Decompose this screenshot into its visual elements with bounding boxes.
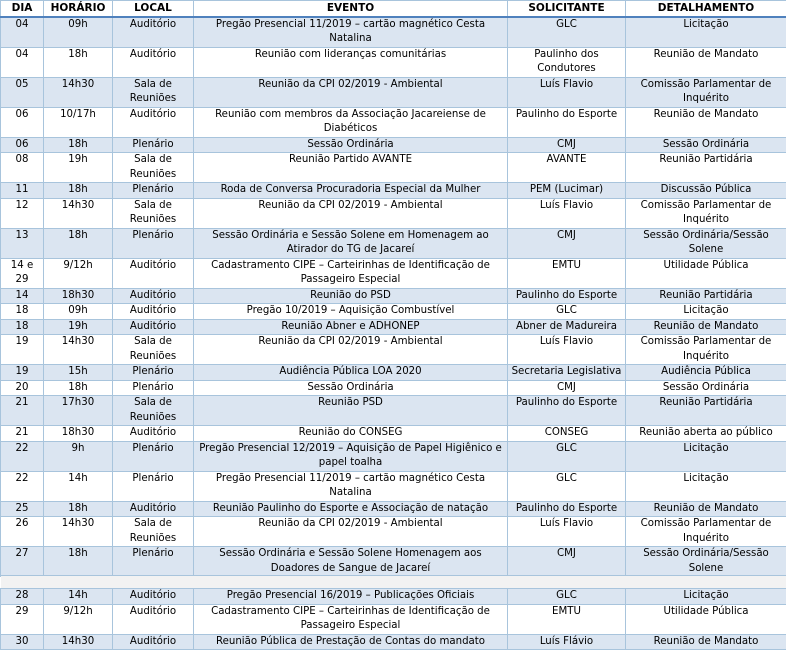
cell-detalhamento: Sessão Ordinária	[626, 137, 786, 153]
cell-dia: 14 e 29	[1, 258, 44, 288]
cell-local: Auditório	[113, 288, 194, 304]
table-row	[1, 471, 786, 501]
cell-detalhamento: Comissão Parlamentar de Inquérito	[626, 335, 786, 365]
table-row	[1, 501, 786, 517]
table-row	[1, 547, 786, 577]
cell-horario: 18h30	[44, 426, 113, 442]
cell-local: Plenário	[113, 228, 194, 258]
cell-dia: 29	[1, 604, 44, 634]
cell-dia: 26	[1, 517, 44, 547]
cell-evento: Sessão Ordinária e Sessão Solene Homenagem aos Doadores de Sangue de Jacareí	[194, 547, 508, 577]
cell-evento: Sessão Ordinária	[194, 380, 508, 396]
cell-horario: 10/17h	[44, 107, 113, 137]
cell-detalhamento: Licitação	[626, 471, 786, 501]
table-row	[1, 604, 786, 634]
cell-solicitante: CMJ	[508, 547, 626, 577]
header-detalhamento: DETALHAMENTO	[626, 1, 786, 17]
cell-evento: Sessão Ordinária e Sessão Solene em Homenagem ao Atirador do TG de Jacareí	[194, 228, 508, 258]
cell-local: Auditório	[113, 589, 194, 605]
table-row	[1, 183, 786, 199]
table-row	[1, 396, 786, 426]
cell-dia: 13	[1, 228, 44, 258]
cell-local: Auditório	[113, 604, 194, 634]
cell-evento: Roda de Conversa Procuradoria Especial da Mulher	[194, 183, 508, 199]
table-row	[1, 319, 786, 335]
cell-detalhamento: Licitação	[626, 441, 786, 471]
table-row	[1, 304, 786, 320]
cell-detalhamento: Sessão Ordinária/Sessão Solene	[626, 228, 786, 258]
cell-detalhamento: Utilidade Pública	[626, 258, 786, 288]
cell-dia: 27	[1, 547, 44, 577]
cell-dia: 05	[1, 77, 44, 107]
cell-evento: Pregão Presencial 16/2019 – Publicações Oficiais	[194, 589, 508, 605]
cell-detalhamento: Sessão Ordinária	[626, 380, 786, 396]
cell-solicitante: CMJ	[508, 137, 626, 153]
cell-local: Plenário	[113, 547, 194, 577]
cell-dia: 21	[1, 426, 44, 442]
cell-local: Plenário	[113, 137, 194, 153]
cell-solicitante: CMJ	[508, 228, 626, 258]
cell-detalhamento: Reunião de Mandato	[626, 107, 786, 137]
cell-detalhamento: Reunião Partidária	[626, 396, 786, 426]
cell-local: Auditório	[113, 47, 194, 77]
cell-local: Auditório	[113, 107, 194, 137]
cell-evento: Reunião da CPI 02/2019 - Ambiental	[194, 77, 508, 107]
cell-horario: 14h30	[44, 77, 113, 107]
cell-dia: 19	[1, 365, 44, 381]
cell-horario: 09h	[44, 304, 113, 320]
cell-solicitante: GLC	[508, 304, 626, 320]
cell-evento: Reunião do PSD	[194, 288, 508, 304]
cell-evento: Reunião com lideranças comunitárias	[194, 47, 508, 77]
cell-detalhamento: Comissão Parlamentar de Inquérito	[626, 77, 786, 107]
cell-local: Sala de Reuniões	[113, 153, 194, 183]
cell-dia: 22	[1, 471, 44, 501]
cell-dia: 06	[1, 137, 44, 153]
cell-detalhamento: Reunião de Mandato	[626, 501, 786, 517]
cell-solicitante: Paulinho do Esporte	[508, 396, 626, 426]
cell-detalhamento: Licitação	[626, 304, 786, 320]
table-row	[1, 77, 786, 107]
cell-evento: Reunião Pública de Prestação de Contas do mandato	[194, 634, 508, 650]
cell-evento: Reunião Abner e ADHONEP	[194, 319, 508, 335]
cell-detalhamento: Reunião de Mandato	[626, 634, 786, 650]
cell-dia: 14	[1, 288, 44, 304]
cell-local: Auditório	[113, 17, 194, 48]
table-row	[1, 258, 786, 288]
cell-dia: 18	[1, 304, 44, 320]
cell-detalhamento: Audiência Pública	[626, 365, 786, 381]
cell-solicitante: GLC	[508, 589, 626, 605]
cell-detalhamento: Licitação	[626, 17, 786, 48]
cell-horario: 9/12h	[44, 604, 113, 634]
cell-horario: 14h30	[44, 634, 113, 650]
cell-solicitante: GLC	[508, 471, 626, 501]
table-row	[1, 153, 786, 183]
cell-solicitante: Luís Flavio	[508, 198, 626, 228]
cell-solicitante: Paulinho do Esporte	[508, 501, 626, 517]
cell-solicitante: EMTU	[508, 258, 626, 288]
cell-local: Sala de Reuniões	[113, 77, 194, 107]
cell-evento: Reunião Partido AVANTE	[194, 153, 508, 183]
cell-detalhamento: Reunião aberta ao público	[626, 426, 786, 442]
cell-horario: 18h	[44, 137, 113, 153]
header-horario: HORÁRIO	[44, 1, 113, 17]
cell-horario: 18h	[44, 380, 113, 396]
cell-evento: Pregão Presencial 12/2019 – Aquisição de Papel Higiênico e papel toalha	[194, 441, 508, 471]
cell-evento: Sessão Ordinária	[194, 137, 508, 153]
cell-solicitante: Secretaria Legislativa	[508, 365, 626, 381]
table-row	[1, 47, 786, 77]
cell-detalhamento: Reunião de Mandato	[626, 47, 786, 77]
cell-local: Auditório	[113, 501, 194, 517]
cell-local: Sala de Reuniões	[113, 198, 194, 228]
cell-local: Plenário	[113, 183, 194, 199]
cell-dia: 20	[1, 380, 44, 396]
cell-local: Plenário	[113, 441, 194, 471]
cell-detalhamento: Comissão Parlamentar de Inquérito	[626, 517, 786, 547]
cell-horario: 18h	[44, 47, 113, 77]
table-row	[1, 589, 786, 605]
cell-dia: 06	[1, 107, 44, 137]
cell-solicitante: Luís Flávio	[508, 634, 626, 650]
cell-local: Plenário	[113, 471, 194, 501]
cell-solicitante: Paulinho do Esporte	[508, 288, 626, 304]
cell-evento: Reunião da CPI 02/2019 - Ambiental	[194, 198, 508, 228]
table-row	[1, 228, 786, 258]
cell-detalhamento: Utilidade Pública	[626, 604, 786, 634]
cell-horario: 18h	[44, 501, 113, 517]
cell-local: Sala de Reuniões	[113, 396, 194, 426]
cell-dia: 08	[1, 153, 44, 183]
cell-local: Auditório	[113, 258, 194, 288]
cell-evento: Pregão Presencial 11/2019 – cartão magnético Cesta Natalina	[194, 471, 508, 501]
table-row	[1, 380, 786, 396]
cell-horario: 14h30	[44, 517, 113, 547]
table-row	[1, 17, 786, 48]
cell-horario: 14h30	[44, 335, 113, 365]
cell-local: Auditório	[113, 634, 194, 650]
header-local: LOCAL	[113, 1, 194, 17]
table-row	[1, 426, 786, 442]
cell-solicitante: CMJ	[508, 380, 626, 396]
table-row	[1, 634, 786, 650]
cell-local: Plenário	[113, 365, 194, 381]
page-break-row	[1, 576, 786, 589]
table-row	[1, 517, 786, 547]
cell-dia: 25	[1, 501, 44, 517]
cell-dia: 22	[1, 441, 44, 471]
cell-horario: 09h	[44, 17, 113, 48]
cell-dia: 21	[1, 396, 44, 426]
cell-horario: 14h	[44, 589, 113, 605]
cell-detalhamento: Reunião Partidária	[626, 153, 786, 183]
cell-solicitante: PEM (Lucimar)	[508, 183, 626, 199]
cell-horario: 18h	[44, 228, 113, 258]
cell-evento: Reunião do CONSEG	[194, 426, 508, 442]
cell-detalhamento: Comissão Parlamentar de Inquérito	[626, 198, 786, 228]
cell-dia: 04	[1, 47, 44, 77]
cell-horario: 15h	[44, 365, 113, 381]
cell-evento: Reunião da CPI 02/2019 - Ambiental	[194, 335, 508, 365]
cell-detalhamento: Reunião de Mandato	[626, 319, 786, 335]
cell-dia: 12	[1, 198, 44, 228]
header-evento: EVENTO	[194, 1, 508, 17]
table-row	[1, 441, 786, 471]
cell-horario: 17h30	[44, 396, 113, 426]
cell-detalhamento: Reunião Partidária	[626, 288, 786, 304]
cell-horario: 14h	[44, 471, 113, 501]
cell-solicitante: Abner de Madureira	[508, 319, 626, 335]
cell-dia: 30	[1, 634, 44, 650]
table-row	[1, 365, 786, 381]
cell-dia: 11	[1, 183, 44, 199]
cell-horario: 9/12h	[44, 258, 113, 288]
cell-solicitante: CONSEG	[508, 426, 626, 442]
cell-detalhamento: Discussão Pública	[626, 183, 786, 199]
cell-local: Auditório	[113, 426, 194, 442]
cell-evento: Reunião com membros da Associação Jacareiense de Diabéticos	[194, 107, 508, 137]
cell-solicitante: GLC	[508, 441, 626, 471]
cell-solicitante: Paulinho dos Condutores	[508, 47, 626, 77]
cell-detalhamento: Sessão Ordinária/Sessão Solene	[626, 547, 786, 577]
cell-local: Sala de Reuniões	[113, 517, 194, 547]
cell-dia: 19	[1, 335, 44, 365]
cell-local: Auditório	[113, 319, 194, 335]
cell-evento: Cadastramento CIPE – Carteirinhas de Identificação de Passageiro Especial	[194, 258, 508, 288]
header-solicitante: SOLICITANTE	[508, 1, 626, 17]
cell-horario: 18h30	[44, 288, 113, 304]
cell-local: Sala de Reuniões	[113, 335, 194, 365]
cell-dia: 04	[1, 17, 44, 48]
cell-horario: 18h	[44, 183, 113, 199]
cell-horario: 9h	[44, 441, 113, 471]
cell-dia: 18	[1, 319, 44, 335]
table-row	[1, 335, 786, 365]
cell-evento: Cadastramento CIPE – Carteirinhas de Identificação de Passageiro Especial	[194, 604, 508, 634]
cell-dia: 28	[1, 589, 44, 605]
table-row	[1, 288, 786, 304]
cell-solicitante: Paulinho do Esporte	[508, 107, 626, 137]
cell-local: Plenário	[113, 380, 194, 396]
table-row	[1, 107, 786, 137]
cell-local: Auditório	[113, 304, 194, 320]
cell-solicitante: Luís Flavio	[508, 77, 626, 107]
cell-horario: 14h30	[44, 198, 113, 228]
cell-evento: Reunião PSD	[194, 396, 508, 426]
cell-solicitante: GLC	[508, 17, 626, 48]
cell-evento: Pregão Presencial 11/2019 – cartão magnético Cesta Natalina	[194, 17, 508, 48]
cell-solicitante: Luís Flavio	[508, 517, 626, 547]
cell-horario: 19h	[44, 319, 113, 335]
cell-solicitante: Luís Flavio	[508, 335, 626, 365]
cell-evento: Pregão 10/2019 – Aquisição Combustível	[194, 304, 508, 320]
cell-horario: 18h	[44, 547, 113, 577]
table-row	[1, 137, 786, 153]
cell-horario: 19h	[44, 153, 113, 183]
cell-detalhamento: Licitação	[626, 589, 786, 605]
cell-evento: Reunião Paulinho do Esporte e Associação de natação	[194, 501, 508, 517]
table-header-row	[1, 1, 786, 17]
header-dia: DIA	[1, 1, 44, 17]
cell-solicitante: EMTU	[508, 604, 626, 634]
agenda-table-continued	[0, 575, 786, 650]
cell-evento: Audiência Pública LOA 2020	[194, 365, 508, 381]
cell-solicitante: AVANTE	[508, 153, 626, 183]
cell-evento: Reunião da CPI 02/2019 - Ambiental	[194, 517, 508, 547]
table-row	[1, 198, 786, 228]
